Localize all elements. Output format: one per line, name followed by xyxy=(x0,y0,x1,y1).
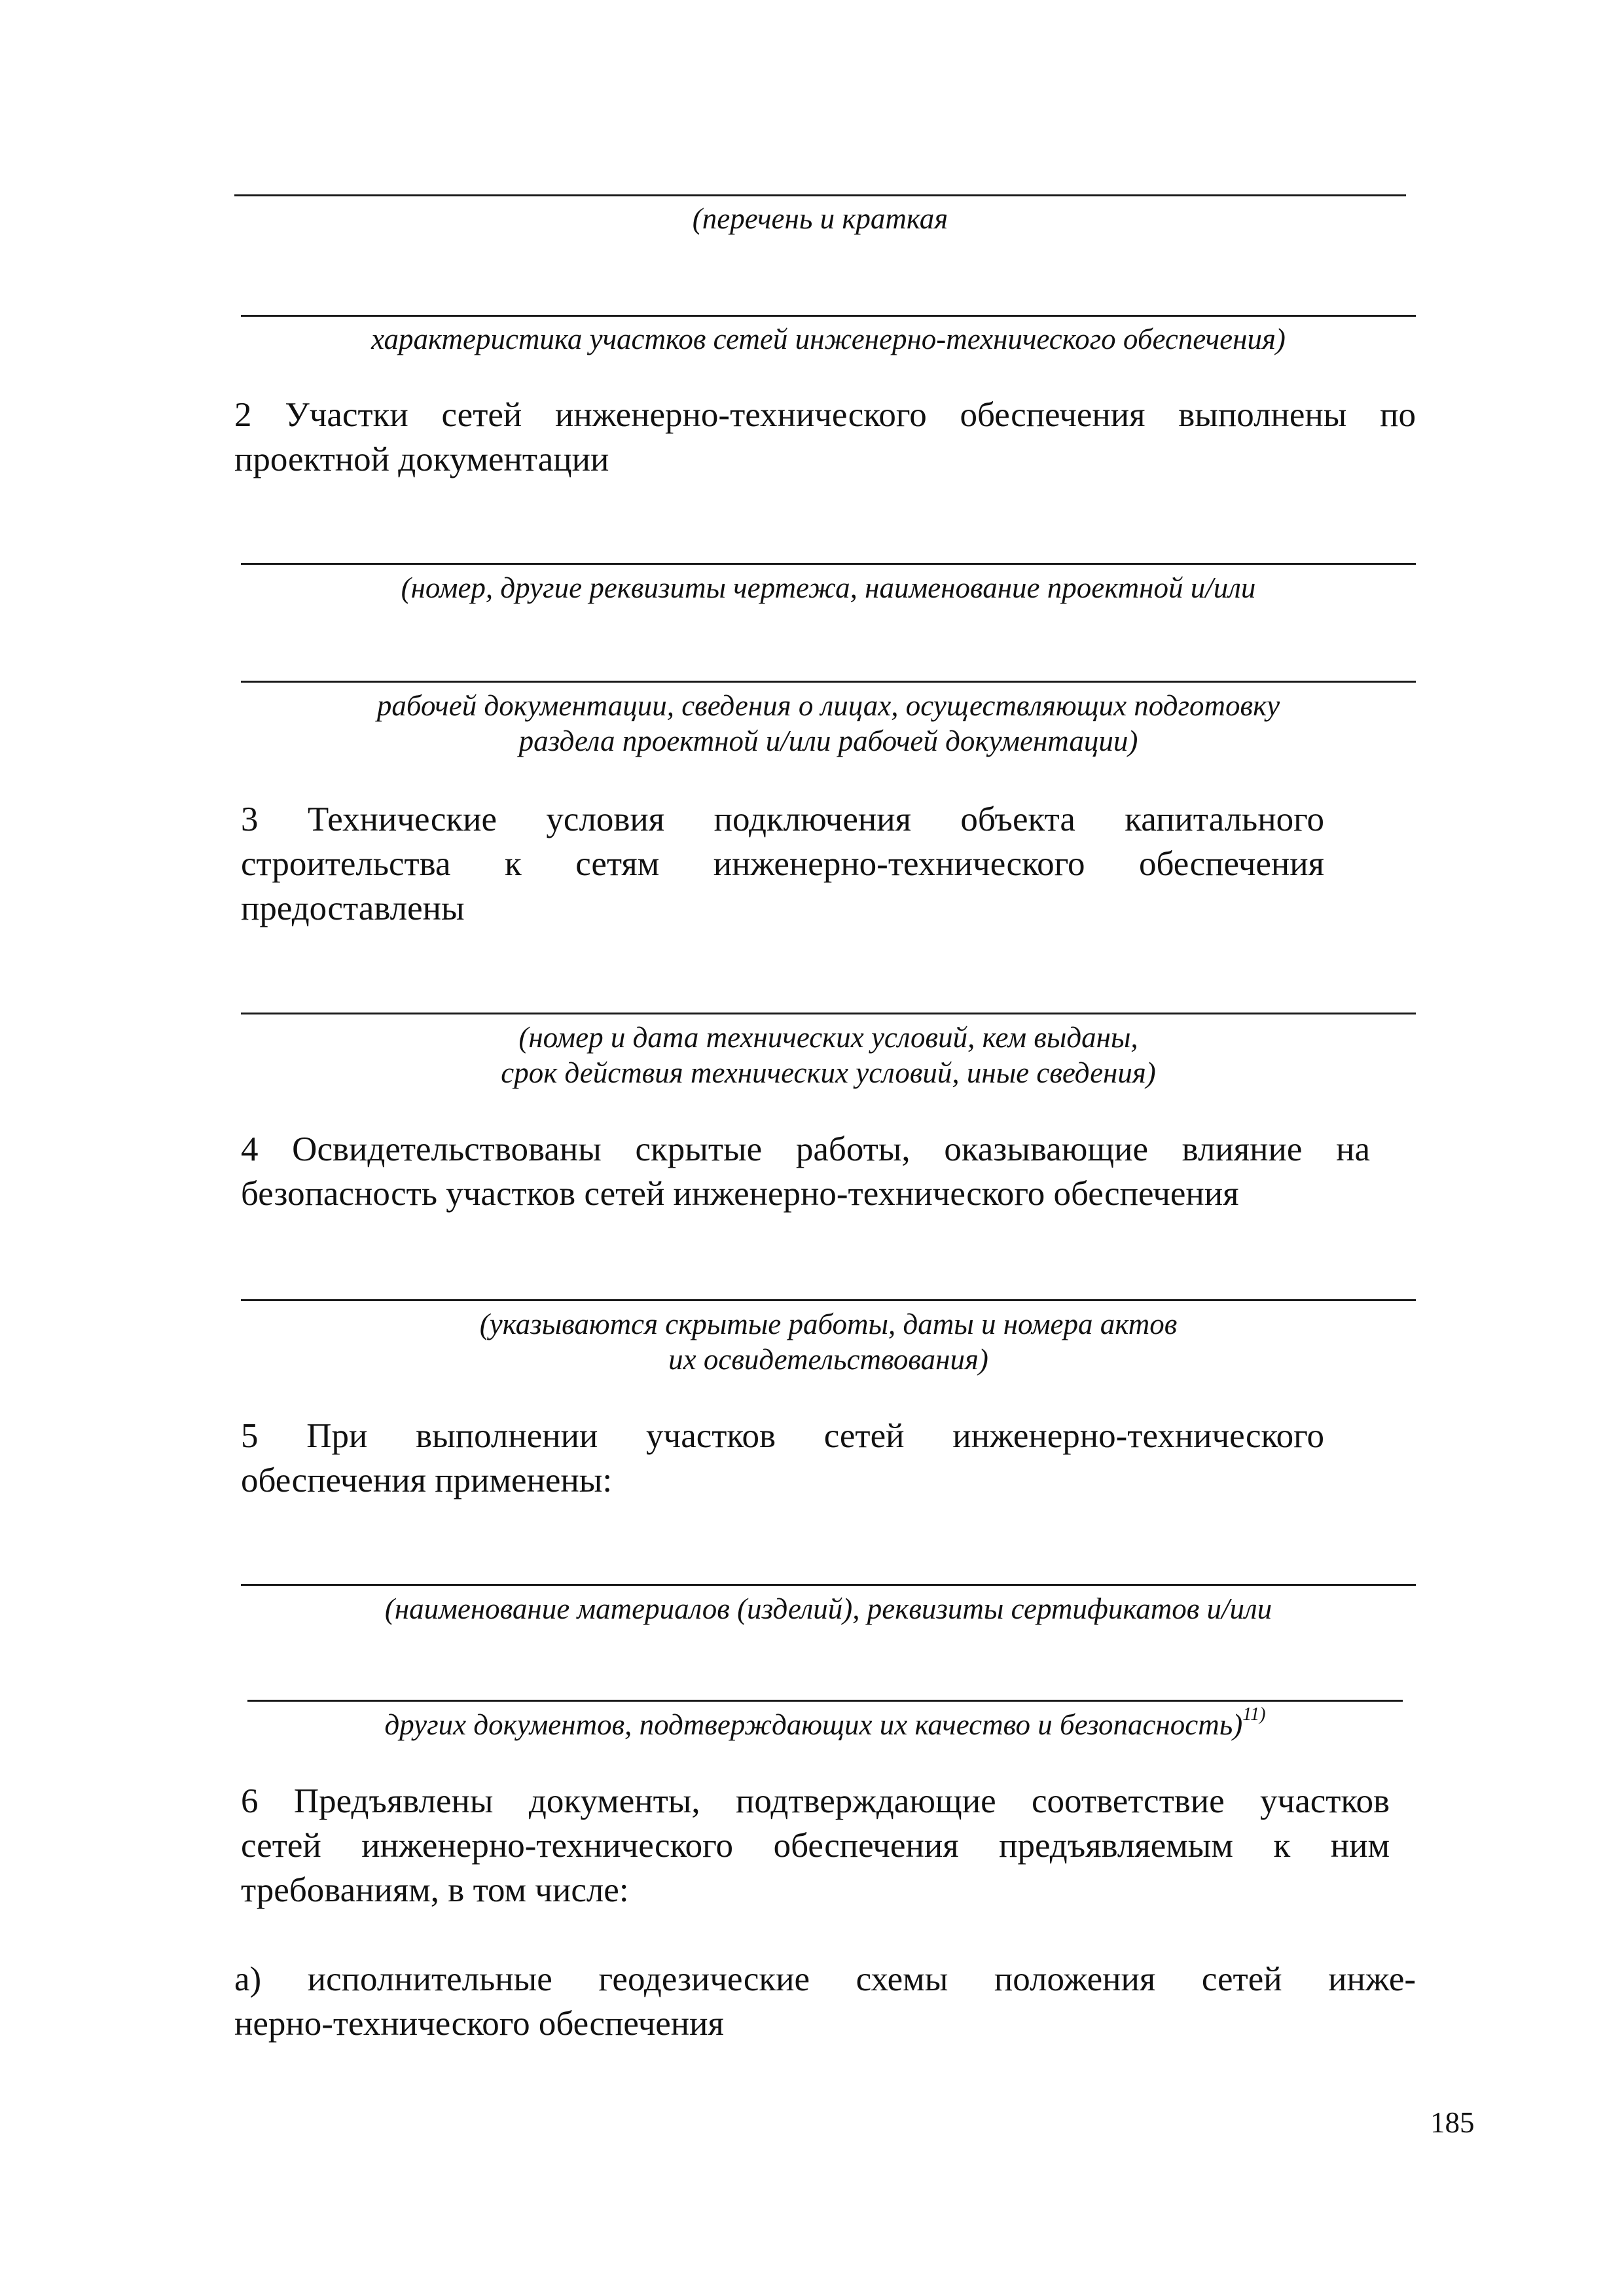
paragraph-line: нерно-технического обеспечения xyxy=(234,2005,724,2043)
fill-line xyxy=(241,681,1416,683)
fill-line xyxy=(241,1584,1416,1586)
caption-text: других документов, подтверждающих их качество и безопасность) xyxy=(384,1708,1243,1741)
paragraph-line: 3 Технические условия подключения объекта капитального xyxy=(241,800,1324,838)
field-caption: (указываются скрытые работы, даты и номера актов xyxy=(479,1308,1178,1340)
field-caption: их освидетельствования) xyxy=(668,1343,988,1376)
footnote-reference: 11) xyxy=(1242,1704,1266,1725)
fill-line xyxy=(247,1700,1403,1702)
paragraph-item-2 xyxy=(234,393,1416,482)
paragraph-line: 4 Освидетельствованы скрытые работы, оказывающие влияние на xyxy=(241,1130,1370,1168)
fill-line xyxy=(241,1299,1416,1301)
paragraph-item-5 xyxy=(241,1414,1324,1503)
field-caption: раздела проектной и/или рабочей документации) xyxy=(518,725,1138,757)
paragraph-line: предоставлены xyxy=(241,889,465,927)
field-caption: (наименование материалов (изделий), реквизиты сертификатов и/или xyxy=(384,1592,1272,1625)
paragraph-line: требованиям, в том числе: xyxy=(241,1871,629,1909)
field-caption: рабочей документации, сведения о лицах, осуществляющих подготовку xyxy=(376,689,1280,722)
paragraph-item-6a xyxy=(234,1957,1416,2046)
paragraph-line: а) исполнительные геодезические схемы положения сетей инже- xyxy=(234,1960,1416,1998)
field-caption: (номер и дата технических условий, кем выданы, xyxy=(518,1021,1138,1054)
fill-line xyxy=(241,563,1416,565)
field-caption: срок действия технических условий, иные сведения) xyxy=(501,1056,1156,1089)
paragraph-line: безопасность участков сетей инженерно-технического обеспечения xyxy=(241,1175,1239,1213)
paragraph-item-6 xyxy=(241,1779,1390,1912)
field-caption: (номер, другие реквизиты чертежа, наименование проектной и/или xyxy=(401,571,1256,604)
paragraph-line: строительства к сетям инженерно-технического обеспечения xyxy=(241,845,1324,883)
paragraph-item-3 xyxy=(241,797,1324,931)
paragraph-line: 6 Предъявлены документы, подтверждающие соответствие участков xyxy=(241,1782,1390,1820)
field-caption xyxy=(247,1706,1403,1743)
paragraph-line: 5 При выполнении участков сетей инженерно-технического xyxy=(241,1417,1324,1455)
paragraph-item-4 xyxy=(241,1127,1370,1216)
paragraph-line: обеспечения применены: xyxy=(241,1462,613,1499)
page-number: 185 xyxy=(1430,2106,1475,2139)
paragraph-line: проектной документации xyxy=(234,440,609,478)
field-caption: характеристика участков сетей инженерно-технического обеспечения) xyxy=(371,323,1286,355)
fill-line xyxy=(234,194,1406,196)
paragraph-line: сетей инженерно-технического обеспечения предъявляемым к ним xyxy=(241,1827,1390,1865)
paragraph-line: 2 Участки сетей инженерно-технического обеспечения выполнены по xyxy=(234,396,1416,434)
fill-line xyxy=(241,315,1416,317)
field-caption: (перечень и краткая xyxy=(692,202,948,235)
fill-line xyxy=(241,1013,1416,1014)
